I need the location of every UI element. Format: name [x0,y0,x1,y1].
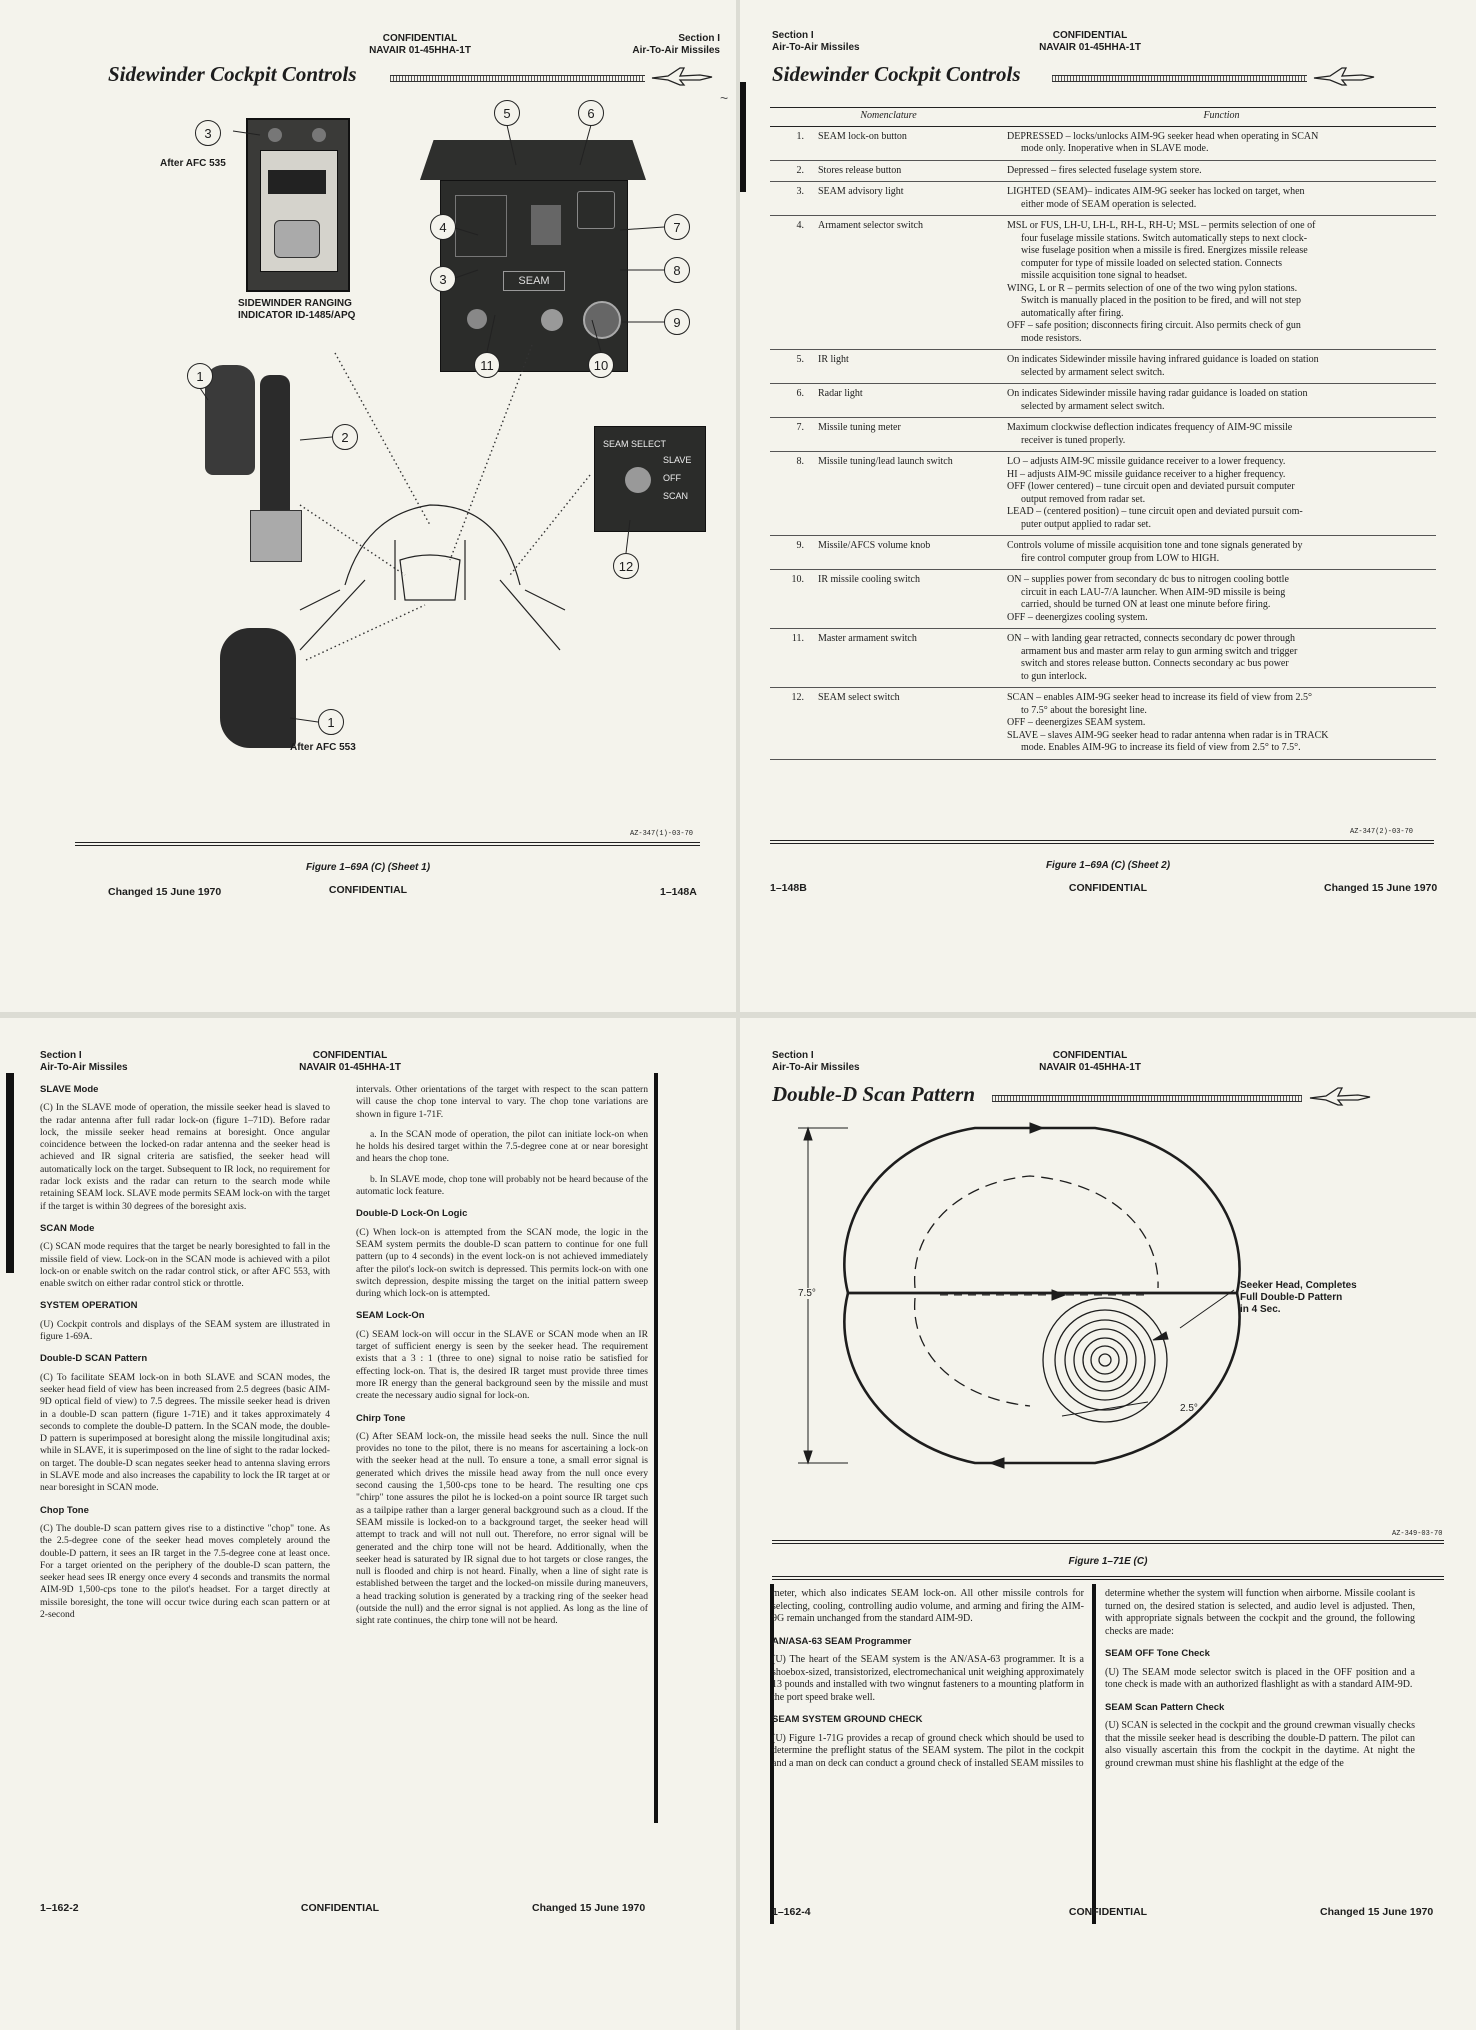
row-nomenclature: Stores release button [818,160,1007,182]
function-line: circuit in each LAU-7/A launcher. When AIM-9D missile is being [1021,586,1286,598]
section-heading: SEAM OFF Tone Check [1105,1648,1210,1659]
section-heading: SEAM SYSTEM GROUND CHECK [772,1714,923,1725]
footer-changed: Changed 15 June 1970 [1320,1906,1434,1918]
paragraph: (C) The double-D scan pattern gives rise to a distinctive "chop" tone. As the 2.5-degree cone of the seeker head moves completely around the double-D pattern, it sees an IR target in the 7.5-degree cone at least once. For a target oriented on the periphery of the double-D scan pattern, the seeker head sees IR energy once every 4 seconds and transmits the normal AIM-9D 1,500-cps tone to the pilot's headset. For a target directly at missile boresight, the tone will occur twice during each scan pattern or at 2-second [40,1522,330,1620]
function-line: ON – supplies power from secondary dc bus to nitrogen cooling bottle [1007,574,1289,585]
row-number: 10. [770,570,818,629]
figure-rule [75,842,700,846]
page-title: Sidewinder Cockpit Controls [772,62,1021,86]
row-number: 7. [770,418,818,452]
table-row [770,452,1436,536]
drawing-code: AZ-347(1)-03-70 [630,830,694,838]
row-number: 11. [770,629,818,688]
function-line: On indicates Sidewinder missile having infrared guidance is loaded on station [1007,354,1319,365]
row-function [1007,570,1436,629]
function-line: fire control computer group from LOW to HIGH. [1021,552,1220,564]
function-line: computer for type of missile loaded on selected station. Connects [1021,257,1283,269]
function-line: armament bus and master arm relay to gun arming switch and trigger [1021,645,1298,657]
row-nomenclature: IR missile cooling switch [818,570,1007,629]
function-line: to gun interlock. [1021,670,1087,682]
label-2-5-degrees: 2.5° [1180,1403,1198,1414]
row-nomenclature: Missile tuning meter [818,418,1007,452]
row-function [1007,182,1436,216]
paragraph: (C) To facilitate SEAM lock-on in both SLAVE and SCAN modes, the seeker head field of view has been increased from 2.5 degrees (basic AIM-9D optical field of view) to 7.5 degrees. The missile seeker head is driven in a double-D scan pattern (figure 1-71E) and it takes approximately 4 seconds to complete the double-D pattern. In the SCAN mode, the double-D pattern is superimposed at boresight along the missile longitudinal axis; while in SLAVE, it is superimposed on the line of sight to the radar locked-on target. The double-D scan negates seeker head to antenna slaving errors in SLAVE mode and also increases the capability to lock the IR target at or near boresight in SCAN mode. [40,1371,330,1494]
paragraph: a. In the SCAN mode of operation, the pilot can initiate lock-on when he holds his desired target within the 7.5-degree cone at or near boresight and hears the chop tone. [356,1128,648,1165]
change-bar-left [6,1073,14,1273]
function-line: WING, L or R – permits selection of one of the two wing pylon stations. [1007,282,1298,294]
paragraph: intervals. Other orientations of the target with respect to the scan pattern will cause the chop tone interval to vary. The chop tone variations are shown in figure 1-71F. [356,1084,648,1120]
page-header-left: Section I Air-To-Air Missiles [772,1050,860,1073]
function-line: OFF – safe position; disconnects firing circuit. Also permits check of gun [1007,320,1301,331]
page-header-left: Section I Air-To-Air Missiles [772,30,860,53]
paragraph: meter, which also indicates SEAM lock-on. All other missile controls for selecting, cooling, controlling audio volume, and arming and firing the AIM-9G remain unchanged from the standard AIM-9D. [772,1588,1084,1624]
page-3 [0,1018,736,2030]
function-line: MSL or FUS, LH-U, LH-L, RH-L, RH-U; MSL – permits selection of one of [1007,220,1316,231]
function-line: selected by armament select switch. [1021,400,1165,412]
page-header-right: Section I Air-To-Air Missiles [632,33,720,56]
row-nomenclature: Master armament switch [818,629,1007,688]
footer-confidential: CONFIDENTIAL [1068,1906,1148,1918]
paragraph: determine whether the system will function when airborne. Missile coolant is turned on, the desired station is selected, and audio level is adjusted. Then, with appropriate signals between the cockpit and the ground, the following checks are made: [1105,1588,1415,1637]
paragraph: (U) The heart of the SEAM system is the AN/ASA-63 programmer. It is a shoebox-sized, transistorized, electromechanical unit weighing approximately 13 pounds and installed with two wingnut fasteners to a mounting platform in the port speed brake well. [772,1654,1084,1703]
aircraft-silhouette-icon [1312,64,1376,86]
row-function [1007,452,1436,536]
row-number: 12. [770,688,818,760]
function-line: mode resistors. [1021,332,1082,344]
callout-3-upper: 3 [195,120,221,146]
footer-confidential: CONFIDENTIAL [300,1902,380,1914]
function-line: SLAVE – slaves AIM-9G seeker head to radar antenna when radar is in TRACK [1007,729,1329,741]
paragraph: (U) SCAN is selected in the cockpit and the ground crewman visually checks that the missile seeker head is describing the double-D pattern. The pilot can also visually ascertain this from the cockpit in the daytime. At night the ground crewman must shine his flashlight at the edge of the [1105,1720,1415,1769]
callout-2: 2 [332,424,358,450]
text-column-right [356,1084,648,1636]
figure-rule [770,840,1434,844]
change-bar-right [654,1073,658,1823]
footer-page-number: 1–162-2 [40,1902,79,1914]
table-row [770,160,1436,182]
function-line: receiver is tuned properly. [1021,434,1126,446]
section-heading: SEAM Scan Pattern Check [1105,1701,1225,1713]
section-heading: Double-D SCAN Pattern [40,1353,148,1365]
function-line: output removed from radar set. [1021,493,1146,505]
figure-caption: Figure 1–69A (C) (Sheet 1) [305,862,431,873]
function-line: automatically after firing. [1021,307,1124,319]
page-4 [740,1018,1476,2030]
seeker-head-note: Seeker Head, Completes Full Double-D Pattern in 4 Sec. [1240,1280,1357,1315]
row-nomenclature: Armament selector switch [818,216,1007,350]
change-bar [740,82,746,192]
callout-6: 6 [578,100,604,126]
row-number: 1. [770,126,818,160]
row-nomenclature: SEAM advisory light [818,182,1007,216]
section-heading: SCAN Mode [40,1222,95,1234]
text-column-left [772,1588,1084,1778]
paragraph: (U) Figure 1-71G provides a recap of ground check which should be used to determine the preflight status of the SEAM system. The pilot in the cockpit and a man on deck can conduct a ground check of installed SEAM missiles to [772,1732,1084,1769]
row-function [1007,160,1436,182]
page-header-center: CONFIDENTIAL NAVAIR 01-45HHA-1T [299,1050,401,1073]
function-line: mode only. Inoperative when in SLAVE mode. [1021,143,1209,154]
function-line: puter output applied to radar set. [1021,518,1151,530]
row-nomenclature: Missile tuning/lead launch switch [818,452,1007,536]
row-function [1007,418,1436,452]
row-number: 3. [770,182,818,216]
page-title: Double-D Scan Pattern [772,1082,976,1106]
label-ranging-indicator-2: INDICATOR ID-1485/APQ [238,310,356,321]
row-function [1007,350,1436,384]
callout-10: 10 [588,352,614,378]
function-line: four fuselage missile stations. Switch automatically steps to next clock- [1021,232,1308,244]
callout-9: 9 [664,309,690,335]
function-line: Switch is manually placed in the position to be fired, and will not step [1021,295,1301,306]
col-header-nomenclature: Nomenclature [770,108,1007,127]
paragraph: (U) Cockpit controls and displays of the SEAM system are illustrated in figure 1-69A. [40,1318,330,1343]
page-header-center: CONFIDENTIAL NAVAIR 01-45HHA-1T [1039,30,1141,53]
callout-5: 5 [494,100,520,126]
row-function [1007,536,1436,570]
row-function [1007,384,1436,418]
callout-3-lower: 3 [430,266,456,292]
function-line: ON – with landing gear retracted, connects secondary dc power through [1007,633,1295,644]
table-row [770,350,1436,384]
footer-confidential: CONFIDENTIAL [328,884,408,896]
function-line: DEPRESSED – locks/unlocks AIM-9G seeker head when operating in SCAN [1007,130,1319,142]
label-ranging-indicator: SIDEWINDER RANGING [238,298,352,309]
footer-changed: Changed 15 June 1970 [532,1902,646,1914]
section-heading: Chirp Tone [356,1412,406,1424]
function-line: either mode of SEAM operation is selected. [1021,198,1197,210]
callout-1-upper: 1 [187,363,213,389]
row-function [1007,216,1436,350]
label-after-afc-535: After AFC 535 [160,158,226,169]
row-function [1007,126,1436,160]
table-row [770,126,1436,160]
footer-page-number: 1–162-4 [772,1906,811,1918]
row-function [1007,629,1436,688]
section-heading: SLAVE Mode [40,1084,99,1095]
label-after-afc-553: After AFC 553 [290,742,356,753]
function-line: OFF (lower centered) – tune circuit open and deviated pursuit computer [1007,481,1295,492]
row-number: 6. [770,384,818,418]
function-line: SCAN – enables AIM-9G seeker head to increase its field of view from 2.5° [1007,692,1313,703]
function-line: carried, should be turned ON at least one minute before firing. [1021,599,1271,610]
footer-page-number: 1–148A [660,886,697,898]
section-heading: AN/ASA-63 SEAM Programmer [772,1635,912,1647]
section-heading: Double-D Lock-On Logic [356,1208,468,1220]
table-row [770,418,1436,452]
figure-caption: Figure 1–69A (C) (Sheet 2) [1045,860,1171,871]
callout-4: 4 [430,214,456,240]
double-d-scan-diagram [740,1018,1476,2030]
function-line: missile acquisition tone signal to headset. [1021,270,1188,281]
text-column-right [1105,1588,1415,1778]
table-row [770,216,1436,350]
row-number: 5. [770,350,818,384]
section-heading: Chop Tone [40,1504,89,1516]
title-rule [1052,75,1307,82]
row-nomenclature: IR light [818,350,1007,384]
callout-1-lower: 1 [318,709,344,735]
footer-page-number: 1–148B [770,882,807,894]
row-number: 2. [770,160,818,182]
paragraph: (U) The SEAM mode selector switch is placed in the OFF position and a tone check is made with an authorized flashlight as with a standard AIM-9D. [1105,1666,1415,1690]
section-heading: SYSTEM OPERATION [40,1300,138,1312]
label-7-5-degrees: 7.5° [798,1288,816,1299]
function-line: LIGHTED (SEAM)– indicates AIM-9G seeker has locked on target, when [1007,186,1305,197]
row-number: 9. [770,536,818,570]
table-row [770,629,1436,688]
figure-rule [772,1540,1444,1544]
footer-changed: Changed 15 June 1970 [1324,882,1438,894]
row-nomenclature: Radar light [818,384,1007,418]
paragraph: (C) SEAM lock-on will occur in the SLAVE or SCAN mode when an IR target of sufficient energy is seen by the seeker head. The requirement exists that a 3 : 1 (three to one) signal to noise ratio be satisfied for effecting lock-on. That is, the desired IR target must provide three times more IR energy than the general background seen by the missile and must create the necessary audio signal for lock-on. [356,1328,648,1402]
function-line: Depressed – fires selected fuselage system store. [1007,164,1202,176]
table-row [770,182,1436,216]
row-number: 4. [770,216,818,350]
function-line: OFF – deenergizes SEAM system. [1007,717,1146,728]
row-number: 8. [770,452,818,536]
row-function [1007,688,1436,760]
drawing-code: AZ-347(2)-03-70 [1350,828,1414,836]
page-header-left: Section I Air-To-Air Missiles [40,1050,128,1073]
paragraph: b. In SLAVE mode, chop tone will probably not be heard because of the automatic lock feature. [356,1173,648,1198]
row-nomenclature: SEAM lock-on button [818,126,1007,160]
function-line: HI – adjusts AIM-9C missile guidance receiver to a higher frequency. [1007,468,1286,480]
change-bar-center [1092,1584,1096,1924]
page-header-center: CONFIDENTIAL NAVAIR 01-45HHA-1T [1039,1050,1141,1073]
nomenclature-table [770,107,1436,760]
margin-mark: ~ [720,90,729,106]
function-line: On indicates Sidewinder missile having radar guidance is loaded on station [1007,388,1308,399]
page-1 [0,0,736,1012]
table-row [770,536,1436,570]
callout-8: 8 [664,257,690,283]
section-heading: SEAM Lock-On [356,1310,425,1322]
function-line: LEAD – (centered position) – tune circuit open and deviated pursuit com- [1007,506,1303,517]
seam-select-panel-photo: SEAM SELECT SLAVE OFF SCAN [594,426,706,532]
paragraph: (C) In the SLAVE mode of operation, the missile seeker head is slaved to the radar antenna after full radar lock-on (figure 1–71D). Before radar lock, the missile seeker head remains at boresight. Once angular coincidence between the locked-on radar antenna and the seeker head is achieved and IR signal criteria are satisfied, the seeker head will automatically lock on the target. Subsequent to IR lock, no requirement for radar lock exists and the radar can return to the search mode while retaining SEAM lock. SLAVE mode permits SEAM lock-on with the target if the target is within 30 degrees of the boresight axis. [40,1102,330,1212]
figure-rule-bottom [772,1576,1444,1580]
function-line: wise fuselage position when a missile is fired. Energizes missile release [1021,245,1308,256]
footer-changed: Changed 15 June 1970 [108,886,222,898]
paragraph: (C) When lock-on is attempted from the SCAN mode, the logic in the SEAM system permits the double-D scan pattern to continue for one full pattern (up to 4 seconds) in the event lock-on is not achieved immediately after the pilot's lock-on switch is depressed. This permits lock-on with one switch depression, despite missing the target on the initial pattern sweep during which lock-on is attempted. [356,1226,648,1300]
page-title: Sidewinder Cockpit Controls [108,62,357,86]
footer-confidential: CONFIDENTIAL [1068,882,1148,894]
table-row [770,688,1436,760]
seam-advisory-light: SEAM [503,271,565,291]
row-nomenclature: SEAM select switch [818,688,1007,760]
text-column-left [40,1084,330,1629]
callout-12: 12 [613,553,639,579]
paragraph: (C) SCAN mode requires that the target be nearly boresighted to fall in the missile field of view. Lock-on in the SCAN mode is achieved with a pilot lock-on or enable switch on the radar control stick, or after AFC 553, with enable switch on either radar control stick or throttle. [40,1241,330,1290]
function-line: OFF – deenergizes cooling system. [1007,611,1148,623]
row-nomenclature: Missile/AFCS volume knob [818,536,1007,570]
paragraph: (C) After SEAM lock-on, the missile head seeks the null. Since the null provides no tone to the pilot, there is no means for ascertaining a lock-on with the seeker head at the null. To ensure a tone, a small error signal is generated which drives the missile head away from the null once every second causing the 1,500-cps tone to be heard. The resulting one cps "chirp" tone assures the pilot he is locked-on a point source IR target such as a tailpipe rather than a larger general background such as a cloud. If the SEAM missile is locked-on to a background target, the seeker head will attempt to track and will not null out. Therefore, no error signal will be generated and the chirp tone will not be heard. Additionally, when the seeker head is saturated by IR signal due to hot targets or close ranges, the null is flooded and chirp is not heard. Finally, when a line of sight rate is established between the target and the locked-on missile during maneuvers, a head tracking solution is generated by a tracking ring of the seeker head (outside the null) and the error signal is not applied. As long as the line of sight rate continues, the chirp tone will not be heard. [356,1430,648,1627]
col-header-function: Function [1007,108,1436,127]
function-line: to 7.5° about the boresight line. [1021,704,1147,716]
drawing-code: AZ-349-03-70 [1392,1530,1443,1538]
function-line: Controls volume of missile acquisition tone and tone signals generated by [1007,540,1303,551]
function-line: mode. Enables AIM-9G to increase its field of view from 2.5° to 7.5°. [1021,742,1301,753]
page-2 [740,0,1476,1012]
function-line: switch and stores release button. Connects secondary ac bus power [1021,658,1289,669]
callout-11: 11 [474,352,500,378]
function-line: Maximum clockwise deflection indicates frequency of AIM-9C missile [1007,422,1293,433]
page-header-center: CONFIDENTIAL NAVAIR 01-45HHA-1T [369,33,471,56]
function-line: LO – adjusts AIM-9C missile guidance receiver to a lower frequency. [1007,456,1286,467]
figure-caption: Figure 1–71E (C) [1068,1556,1148,1567]
callout-7: 7 [664,214,690,240]
function-line: selected by armament select switch. [1021,366,1165,378]
cockpit-line-drawing [0,0,736,1012]
table-row [770,384,1436,418]
table-row [770,570,1436,629]
